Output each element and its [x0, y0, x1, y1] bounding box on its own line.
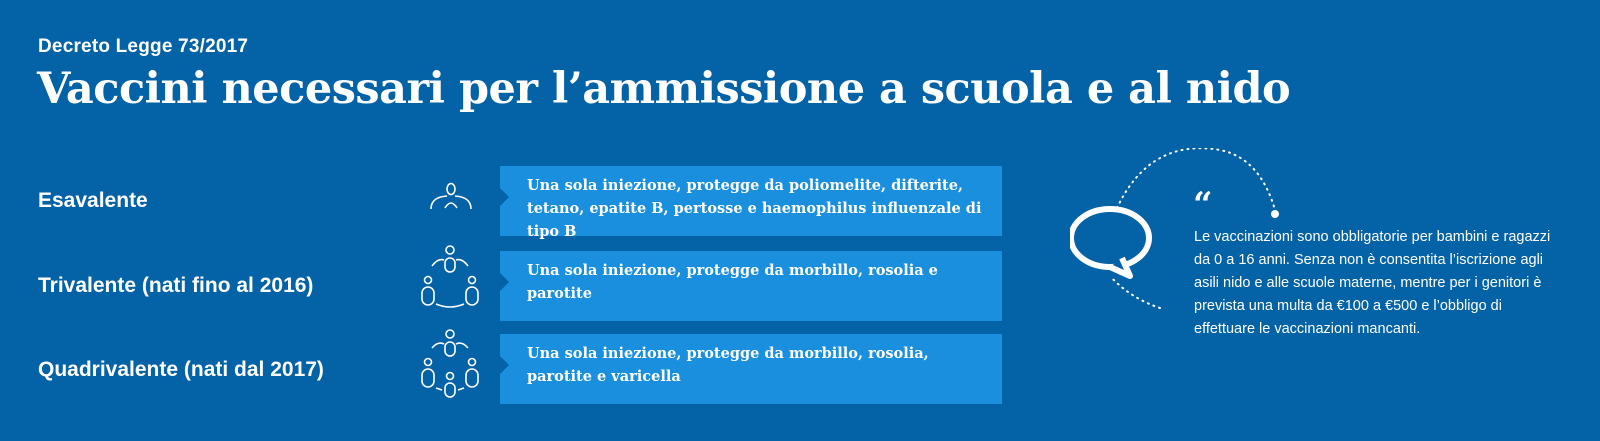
description-text: Una sola iniezione, protegge da morbillo, rosolia e parotite [527, 262, 938, 302]
row-label-esavalente: Esavalente [38, 189, 148, 212]
single-person-icon [425, 180, 477, 216]
dot-end-marker [1271, 210, 1279, 218]
page-title: Vaccini necessari per l’ammissione a scuola e al nido [37, 64, 1291, 114]
box-notch [500, 273, 509, 291]
three-people-group-icon [418, 244, 482, 310]
row-label-trivalente: Trivalente (nati fino al 2016) [38, 274, 314, 297]
description-box [500, 251, 1002, 321]
row-label-quadrivalente: Quadrivalente (nati dal 2017) [38, 358, 324, 381]
description-box [500, 334, 1002, 404]
four-people-group-icon [418, 328, 482, 398]
quote-mark-icon: “ [1193, 185, 1213, 225]
box-notch [500, 356, 509, 374]
quote-text: Le vaccinazioni sono obbligatorie per bambini e ragazzi da 0 a 16 anni. Senza non è consentita l’iscrizione agli asili nido e alle scuole materne, mentre per i genitori è prevista una multa da €100 a €500 e l’obbligo di effettuare le vaccinazioni mancanti. [1194, 229, 1551, 337]
description-text: Una sola iniezione, protegge da poliomelite, difterite, tetano, epatite B, pertosse e haemophilus influenzale di tipo B [527, 177, 982, 240]
description-text: Una sola iniezione, protegge da morbillo, rosolia, parotite e varicella [527, 345, 929, 385]
kicker: Decreto Legge 73/2017 [38, 36, 249, 57]
box-notch [500, 188, 509, 206]
description-box [500, 166, 1002, 240]
